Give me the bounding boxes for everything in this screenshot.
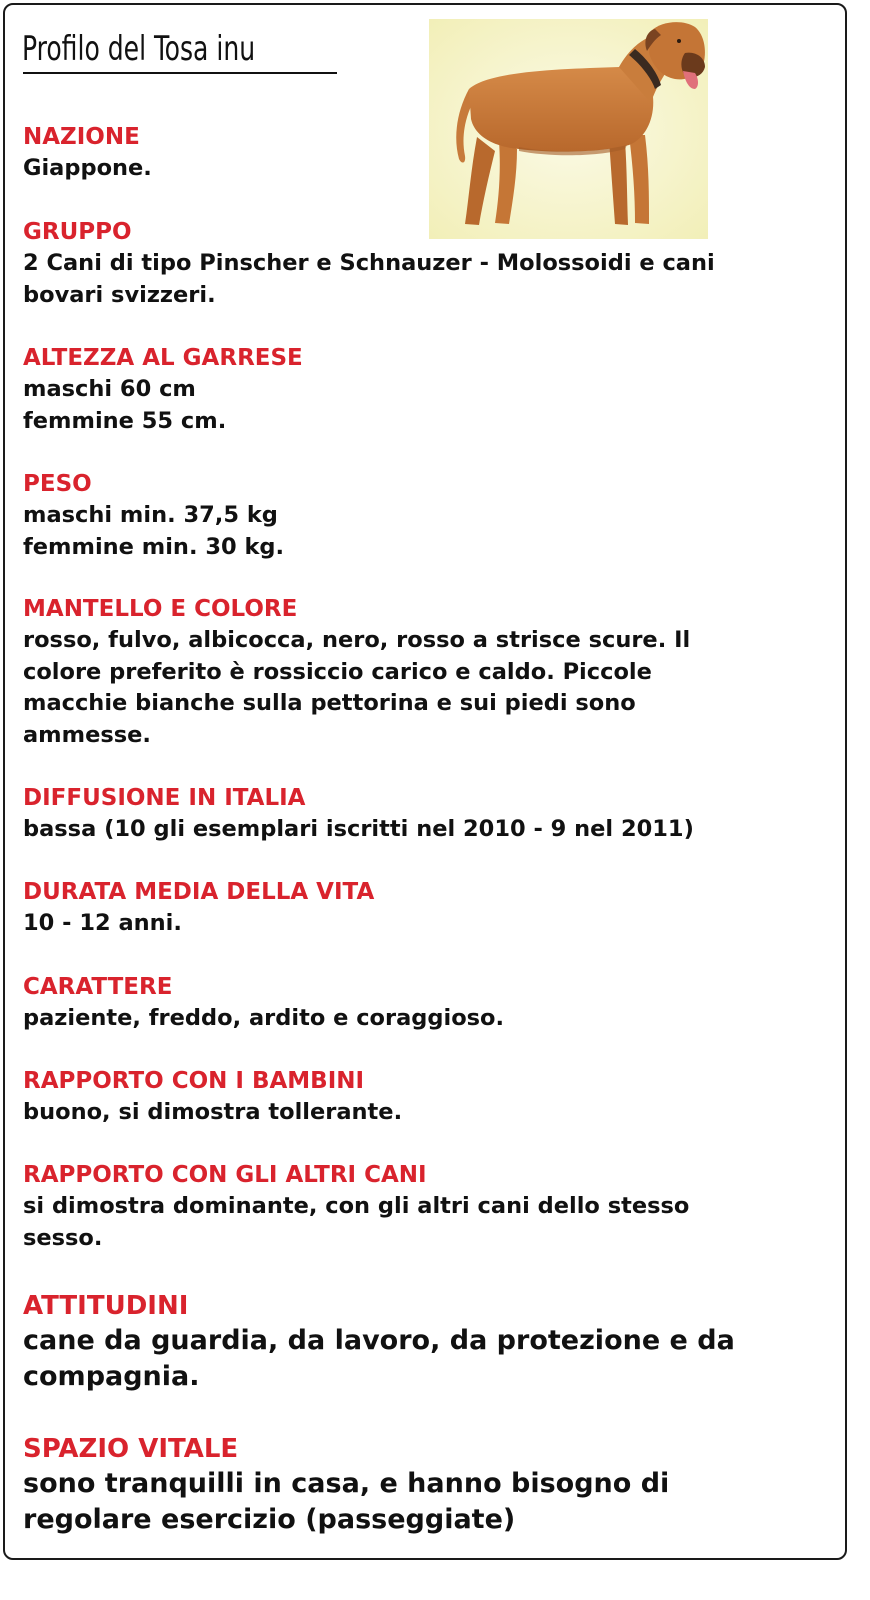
section-label: CARATTERE bbox=[23, 974, 173, 1000]
section-spazio-vitale bbox=[23, 1432, 833, 1538]
section-value: 10 - 12 anni. bbox=[23, 910, 182, 936]
section-label: DIFFUSIONE IN ITALIA bbox=[23, 785, 306, 811]
section-label: ATTITUDINI bbox=[23, 1291, 189, 1321]
section-gruppo bbox=[23, 217, 833, 311]
section-value: cane da guardia, da lavoro, da protezione e da compagnia. bbox=[23, 1325, 735, 1392]
section-label: DURATA MEDIA DELLA VITA bbox=[23, 879, 375, 905]
section-value: bassa (10 gli esemplari iscritti nel 2010 - 9 nel 2011) bbox=[23, 816, 694, 842]
section-value: buono, si dimostra tollerante. bbox=[23, 1099, 403, 1125]
title-underline bbox=[23, 72, 337, 74]
section-label: ALTEZZA AL GARRESE bbox=[23, 345, 303, 371]
section-label: GRUPPO bbox=[23, 219, 132, 245]
section-label: NAZIONE bbox=[23, 124, 140, 150]
profile-card bbox=[3, 3, 847, 1560]
section-value: maschi min. 37,5 kg femmine min. 30 kg. bbox=[23, 502, 285, 560]
section-value: si dimostra dominante, con gli altri cani dello stesso sesso. bbox=[23, 1193, 690, 1251]
section-value: sono tranquilli in casa, e hanno bisogno di regolare esercizio (passeggiate) bbox=[23, 1468, 670, 1535]
section-carattere bbox=[23, 972, 833, 1035]
section-bambini bbox=[23, 1066, 833, 1129]
section-durata bbox=[23, 877, 833, 940]
section-value: rosso, fulvo, albicocca, nero, rosso a strisce scure. Il colore preferito è rossiccio carico e caldo. Piccole macchie bianche sulla pettorina e sui piedi sono ammesse. bbox=[23, 627, 691, 748]
section-label: PESO bbox=[23, 471, 92, 497]
section-label: RAPPORTO CON GLI ALTRI CANI bbox=[23, 1162, 427, 1188]
section-value: maschi 60 cm femmine 55 cm. bbox=[23, 376, 227, 434]
section-label: MANTELLO E COLORE bbox=[23, 596, 298, 622]
section-value: paziente, freddo, ardito e coraggioso. bbox=[23, 1005, 505, 1031]
section-diffusione bbox=[23, 783, 833, 846]
page-title: Profilo del Tosa inu bbox=[22, 29, 256, 69]
section-label: RAPPORTO CON I BAMBINI bbox=[23, 1068, 365, 1094]
section-mantello bbox=[23, 594, 833, 751]
section-attitudini bbox=[23, 1289, 833, 1395]
section-altri-cani bbox=[23, 1160, 833, 1254]
section-altezza bbox=[23, 343, 833, 437]
section-value: 2 Cani di tipo Pinscher e Schnauzer - Molossoidi e cani bovari svizzeri. bbox=[23, 250, 715, 308]
section-value: Giappone. bbox=[23, 155, 152, 181]
section-nazione bbox=[23, 122, 833, 185]
section-label: SPAZIO VITALE bbox=[23, 1434, 239, 1464]
section-peso bbox=[23, 469, 833, 563]
